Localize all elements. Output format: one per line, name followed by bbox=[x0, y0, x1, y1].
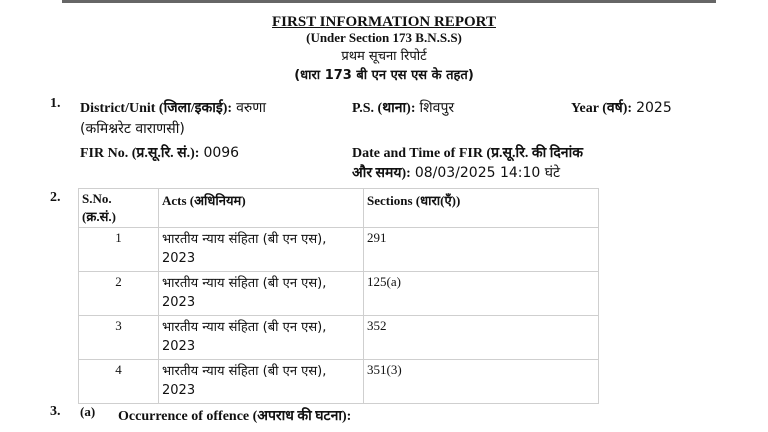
row-section: 291 bbox=[364, 228, 599, 272]
table-row bbox=[79, 316, 599, 360]
report-subtitle-hindi: (धारा 173 बी एन एस एस के तहत) bbox=[294, 68, 474, 83]
row-act: भारतीय न्याय संहिता (बी एन एस), 2023 bbox=[159, 228, 364, 272]
row-act: भारतीय न्याय संहिता (बी एन एस), 2023 bbox=[159, 316, 364, 360]
year-label: Year (वर्ष): bbox=[571, 101, 633, 116]
section-3-number: 3. bbox=[50, 404, 61, 419]
report-title: FIRST INFORMATION REPORT bbox=[272, 14, 496, 30]
fir-datetime-field bbox=[352, 163, 560, 182]
row-section: 351(3) bbox=[364, 360, 599, 404]
row-act: भारतीय न्याय संहिता (बी एन एस), 2023 bbox=[159, 360, 364, 404]
section-2-number: 2. bbox=[50, 190, 61, 205]
district-label: District/Unit (जिला/इकाई): bbox=[80, 101, 233, 116]
sno-header-label: S.No. bbox=[82, 191, 112, 206]
acts-table bbox=[78, 188, 599, 404]
year-value: 2025 bbox=[636, 100, 672, 116]
table-row bbox=[79, 272, 599, 316]
ps-value: शिवपुर bbox=[419, 100, 455, 116]
year-field bbox=[571, 98, 672, 117]
district-value: वरुणा bbox=[236, 100, 266, 116]
section-1-number: 1. bbox=[50, 96, 61, 111]
table-row bbox=[79, 360, 599, 404]
district-field bbox=[80, 98, 266, 117]
sno-header bbox=[79, 189, 159, 228]
row-act: भारतीय न्याय संहिता (बी एन एस), 2023 bbox=[159, 272, 364, 316]
fir-datetime-label-cont: और समय): bbox=[352, 166, 411, 181]
district-value-cont: (कमिश्नरेट वाराणसी) bbox=[80, 121, 185, 137]
report-title-hindi: प्रथम सूचना रिपोर्ट bbox=[341, 49, 427, 64]
ps-label: P.S. (थाना): bbox=[352, 101, 416, 116]
row-sno: 3 bbox=[79, 316, 159, 360]
sno-header-hindi: (क्र.सं.) bbox=[82, 209, 116, 224]
section-3-sub: (a) bbox=[80, 404, 96, 419]
row-sno: 2 bbox=[79, 272, 159, 316]
row-sno: 1 bbox=[79, 228, 159, 272]
fir-label: FIR No. (प्र.सू.रि. सं.): bbox=[80, 146, 200, 161]
fir-value: 0096 bbox=[203, 145, 240, 161]
fir-datetime-value: 08/03/2025 14:10 घंटे bbox=[414, 165, 561, 181]
fir-datetime-label: Date and Time of FIR (प्र.सू.रि. की दिनांक bbox=[352, 146, 583, 161]
table-row bbox=[79, 228, 599, 272]
report-subtitle: (Under Section 173 B.N.S.S) bbox=[306, 30, 462, 45]
row-section: 125(a) bbox=[364, 272, 599, 316]
police-station-field bbox=[352, 98, 454, 117]
table-header-row bbox=[79, 189, 599, 228]
sections-header: Sections (धारा(एँ)) bbox=[364, 189, 599, 228]
row-section: 352 bbox=[364, 316, 599, 360]
acts-header: Acts (अधिनियम) bbox=[159, 189, 364, 228]
fir-number-field bbox=[80, 143, 239, 162]
row-sno: 4 bbox=[79, 360, 159, 404]
occurrence-label: Occurrence of offence (अपराध की घटना): bbox=[118, 409, 352, 424]
top-rule bbox=[62, 0, 716, 3]
